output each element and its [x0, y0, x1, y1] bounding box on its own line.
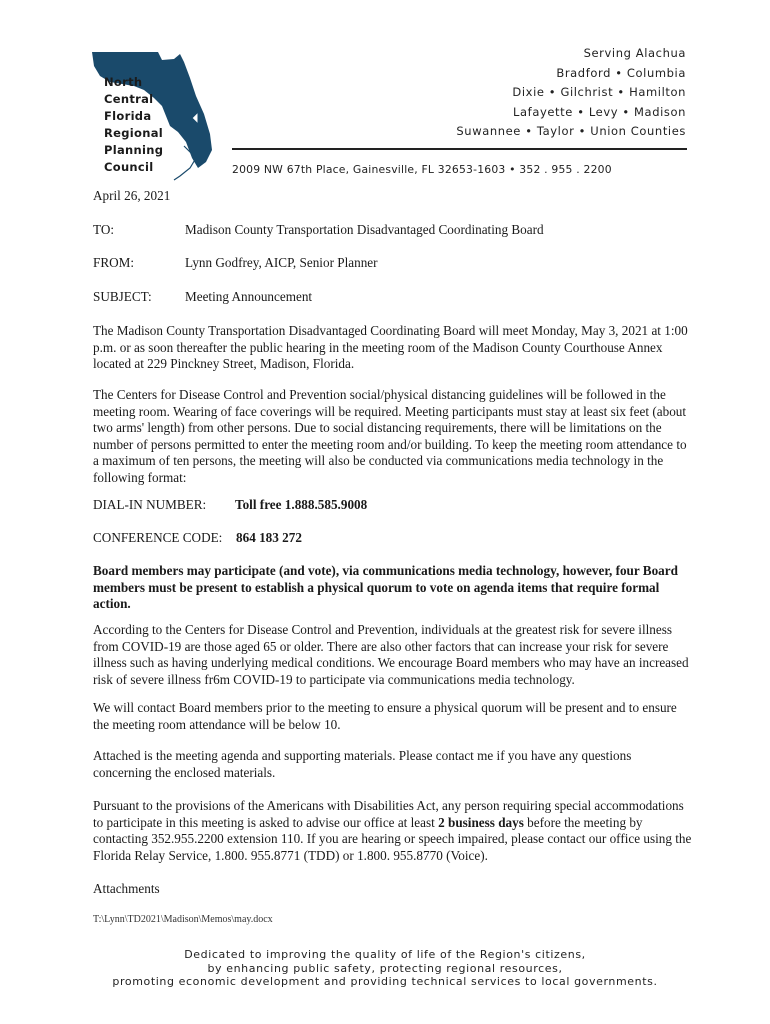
- paragraph-quorum: Board members may participate (and vote), via communications media technology, however, four Board members must be present to establish a physical quorum to vote on agenda items that require formal action.: [93, 563, 678, 611]
- memo-subject: [93, 289, 312, 306]
- serving-line: Serving Alachua: [583, 46, 686, 60]
- org-name: [104, 74, 163, 176]
- footer-line: promoting economic development and providing technical services to local governments.: [112, 975, 658, 988]
- from-value: Lynn Godfrey, AICP, Senior Planner: [185, 255, 378, 270]
- footer-mission: [0, 948, 770, 989]
- org-name-line: Council: [104, 160, 154, 174]
- dial-in-value: Toll free 1.888.585.9008: [235, 497, 368, 512]
- org-name-line: Florida: [104, 109, 152, 123]
- org-address: 2009 NW 67th Place, Gainesville, FL 32653-1603 • 352 . 955 . 2200: [232, 163, 612, 176]
- conference-code-label: CONFERENCE CODE:: [93, 530, 223, 545]
- attachments-label: Attachments: [93, 881, 160, 896]
- paragraph-meeting-details: The Madison County Transportation Disadvantaged Coordinating Board will meet Monday, May 3, 2021 at 1:00 p.m. or as soon thereafter the public hearing in the meeting room of the Madison County Courthouse Annex located at 229 Pinckney Street, Madison, Florida.: [93, 323, 688, 371]
- org-name-line: Planning: [104, 143, 164, 157]
- serving-line: Dixie • Gilchrist • Hamilton: [512, 85, 686, 99]
- memo-to: [93, 222, 544, 239]
- serving-line: Bradford • Columbia: [556, 65, 686, 80]
- ada-business-days: 2 business days: [438, 814, 524, 830]
- dial-in-label: DIAL-IN NUMBER:: [93, 497, 207, 512]
- memo-from: [93, 255, 378, 272]
- serving-line: Suwannee • Taylor • Union Counties: [456, 124, 686, 138]
- from-label: FROM:: [93, 255, 135, 270]
- paragraph-attached: Attached is the meeting agenda and supporting materials. Please contact me if you have any questions concerning the enclosed materials.: [93, 748, 632, 780]
- paragraph-ada: [93, 798, 693, 864]
- footer-line: by enhancing public safety, protecting regional resources,: [207, 961, 563, 975]
- serving-line: Lafayette • Levy • Madison: [513, 104, 686, 119]
- paragraph-covid-risk: According to the Centers for Disease Control and Prevention, individuals at the greatest risk for severe illness from COVID-19 are those aged 65 or older. There are also other factors that can increase your risk for severe illness such as having underlying medical conditions. We encourage Board members who may have an increased risk of severe illness fr6m COVID-19 to participate via communications media technology.: [93, 622, 689, 687]
- subject-value: Meeting Announcement: [185, 289, 313, 304]
- ada-text-start: Pursuant to the provisions of the Americans with Disabilities Act, any person requiring special accommodations to participate in this meeting is asked to advise our office at least: [93, 798, 684, 830]
- memo-date: April 26, 2021: [93, 188, 171, 203]
- conference-code-value: 864 183 272: [236, 530, 302, 545]
- ada-text-end: before the meeting by contacting 352.955.2200 extension 110. If you are hearing or speech impaired, please contact our office using the Florida Relay Service, 1.800. 955.8771 (TDD) or 1.800. 955.8770 (Voice).: [93, 814, 692, 863]
- serving-counties: [456, 44, 686, 142]
- conference-code: [93, 530, 302, 547]
- subject-label: SUBJECT:: [93, 289, 152, 304]
- file-path: T:\Lynn\TD2021\Madison\Memos\may.docx: [93, 914, 273, 925]
- to-label: TO:: [93, 222, 115, 237]
- paragraph-distancing: The Centers for Disease Control and Prevention social/physical distancing guidelines will be followed in the meeting room. Wearing of face coverings will be required. Meeting participants must stay at least six feet (about two arms' length) from other persons. Due to social distancing requirements, there will be limitations on the number of persons permitted to enter the meeting room and/or building. To keep the meeting room attendance to a maximum of ten persons, the meeting will also be conducted via communications media technology in the following format:: [93, 387, 687, 485]
- org-name-line: North: [104, 75, 143, 89]
- dial-in-number: [93, 497, 367, 514]
- to-value: Madison County Transportation Disadvantaged Coordinating Board: [185, 222, 544, 237]
- paragraph-contact-members: We will contact Board members prior to the meeting to ensure a physical quorum will be present and to ensure the meeting room attendance will be below 10.: [93, 700, 677, 732]
- footer-line: Dedicated to improving the quality of life of the Region's citizens,: [184, 948, 586, 961]
- org-name-line: Regional: [104, 126, 164, 140]
- org-name-line: Central: [104, 92, 154, 106]
- letterhead-divider: [232, 148, 687, 150]
